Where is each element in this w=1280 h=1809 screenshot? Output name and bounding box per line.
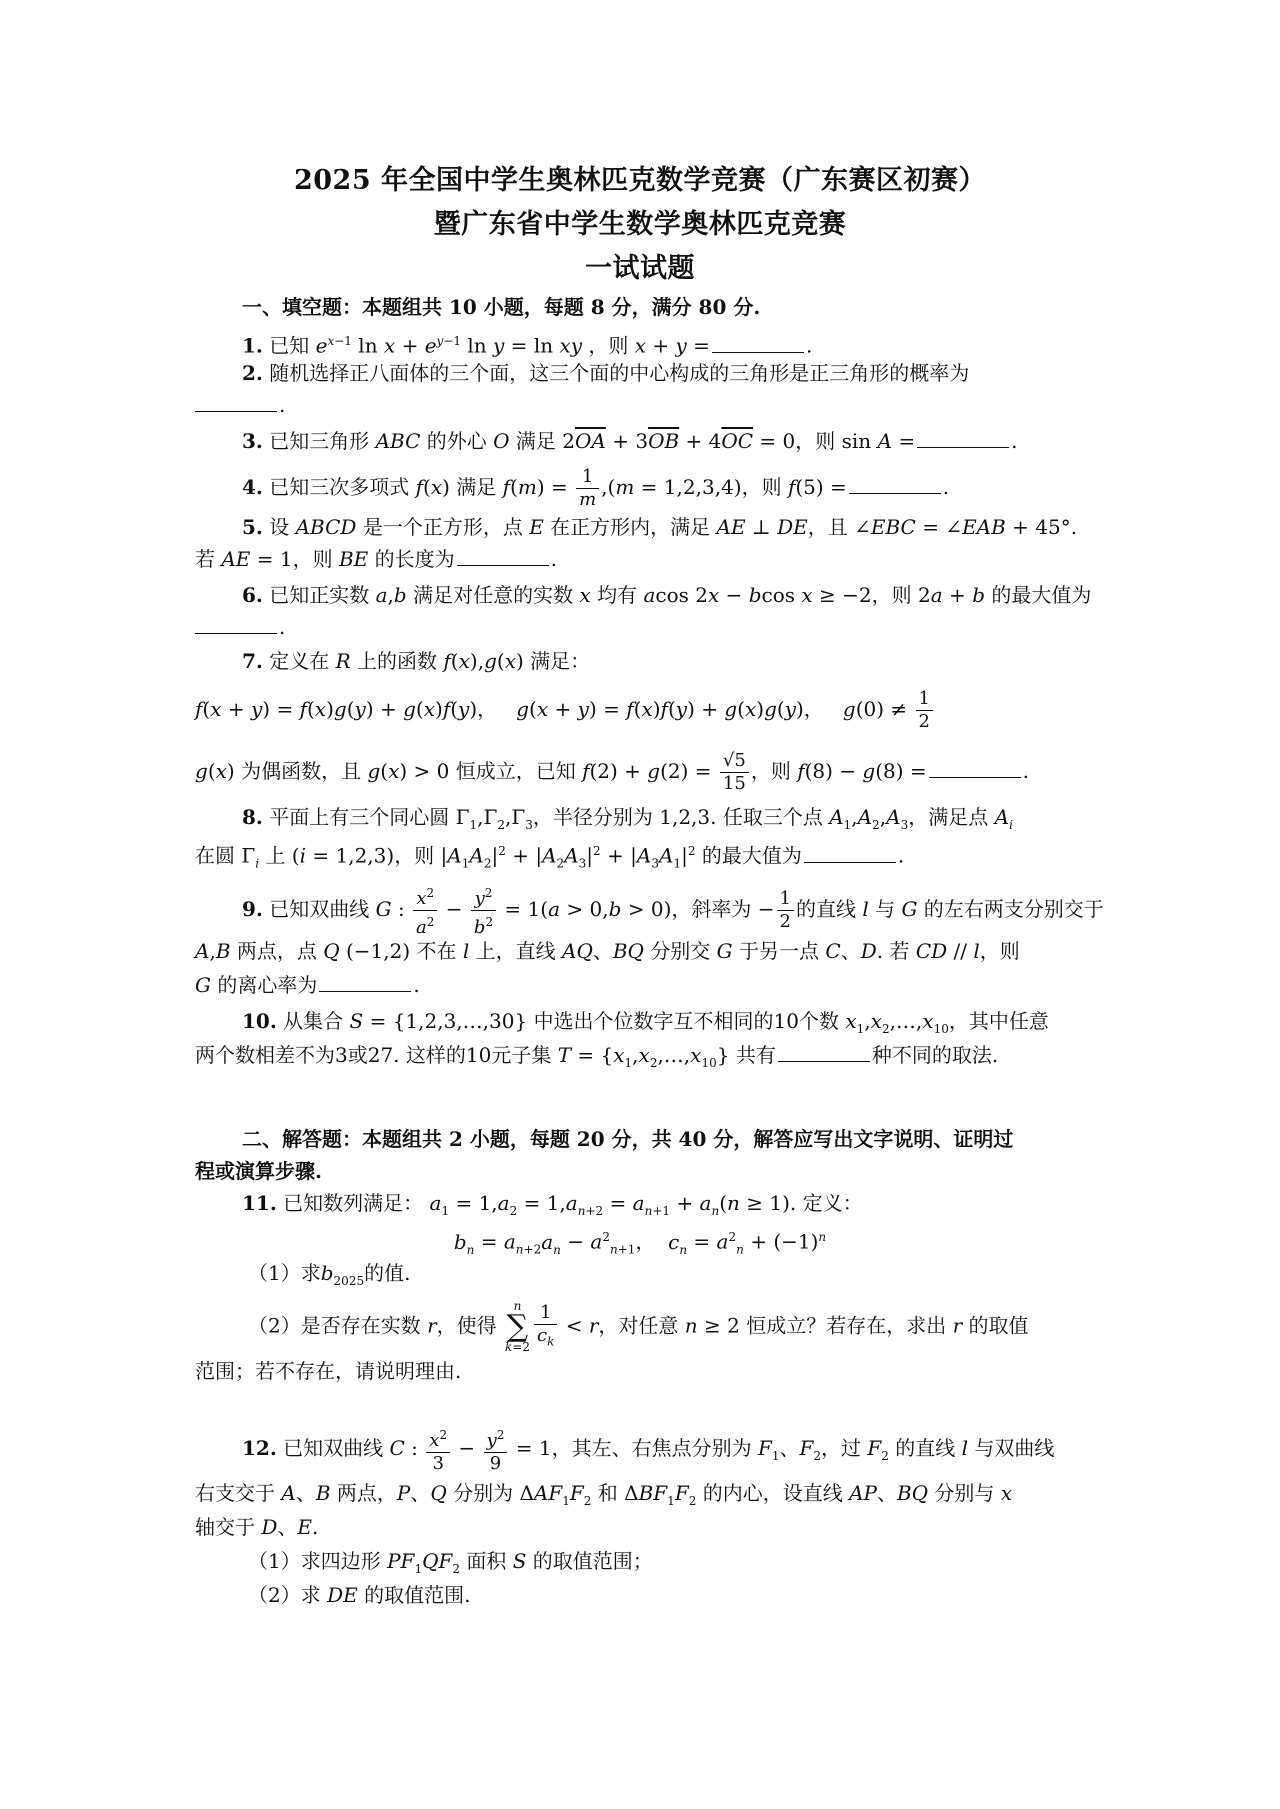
question-2-cont: . [195, 390, 285, 420]
question-11-part-2: （2）是否存在实数 r，使得 n ∑ k=2 $\frac{1}{c_k}$ < r，对任意 n ≥ 2 恒成立？若存在，求出 r 的取值 [248, 1299, 1029, 1354]
question-1: 1. 已知 $e^{x-1}$ $\ln x + e^{y-1}$ ln y = ln xy ，则 x + y = . [242, 333, 813, 358]
question-11-definitions: $b_n = a_{n+2}a_n - a^2_{n+1}$， $c_n = a^2_n + (-1)^n$ [453, 1229, 827, 1257]
title-line-2: 暨广东省中学生数学奥林匹克竞赛 [433, 209, 847, 240]
question-9-cont: A,B 两点，点 Q (−1,2) 不在 l 上，直线 AQ、BQ 分别交 G 于另一点 C、D. 若 CD // l，则 [195, 939, 1020, 963]
question-2: 2. 随机选择正八面体的三个面，这三个面的中心构成的三角形是正三角形的概率为 [242, 361, 970, 385]
question-12-cont: 右支交于 A、B 两点，P、Q 分别为 $\Delta AF_1F_2$ 和 $\Delta BF_1F_2$ 的内心，设直线 AP、BQ 分别与 x [195, 1481, 1013, 1508]
question-7-equations: f(x + y) = f(x)g(y) + g(x)f(y)， g(x + y) = f(x)f(y) + g(x)g(y)， g(0) ≠ $\frac{1}{2}$ [195, 688, 935, 733]
question-12-cont-2: 轴交于 D、E. [195, 1515, 319, 1539]
question-11-part-2-cont: 范围；若不存在，请说明理由. [195, 1359, 462, 1383]
section-1-heading: 一、填空题：本题组共 10 小题，每题 8 分，满分 80 分. [242, 295, 761, 319]
question-12-part-1: （1）求四边形 $PF_1QF_2$ 面积 S 的取值范围； [248, 1549, 653, 1576]
title-line-1: 2025 年全国中学生奥林匹克数学竞赛（广东赛区初赛） [293, 165, 987, 196]
question-11-part-1: （1）求$b_{2025}$的值. [248, 1261, 411, 1288]
section-2-heading-cont: 程或演算步骤. [195, 1159, 322, 1183]
question-12-part-2: （2）求 DE 的取值范围. [248, 1583, 471, 1607]
question-6-cont: . [195, 612, 285, 642]
question-5-cont: 若 AE = 1，则 BE 的长度为 . [195, 547, 557, 571]
section-2-heading: 二、解答题：本题组共 2 小题，每题 20 分，共 40 分，解答应写出文字说明、证明过 [242, 1127, 1014, 1151]
question-8: 8. 平面上有三个同心圆 $\Gamma_1,\Gamma_2,\Gamma_3$，半径分别为 1,2,3. 任取三个点 $A_1,A_2,A_3$，满足点 $A_i$ [242, 805, 1013, 832]
question-5: 5. 设 ABCD 是一个正方形，点 E 在正方形内，满足 AE ⊥ DE，且 ∠EBC = ∠EAB + 45°. [242, 515, 1078, 539]
question-11: 11. 已知数列满足： $a_1 = 1,a_2 = 1,a_{n+2} = a_{n+1} + a_n(n \ge 1)$. 定义： [242, 1191, 863, 1218]
question-9-cont-2: G 的离心率为 . [195, 973, 420, 997]
question-6: 6. 已知正实数 a,b 满足对任意的实数 x 均有 acos 2x − bcos x ≥ −2，则 2a + b 的最大值为 [242, 583, 1092, 607]
question-10-cont: 两个数相差不为3或27. 这样的10元子集 $T = \{x_1,x_2,\dots,x_{10}\}$ 共有 种不同的取法. [195, 1043, 999, 1070]
title-line-3: 一试试题 [585, 253, 695, 284]
question-7-cont: g(x) 为偶函数，且 g(x) > 0 恒成立，已知 f(2) + g(2) = $\frac{√5}{15}$ ，则 f(8) − g(8) = . [195, 750, 1030, 794]
question-10: 10. 从集合 S = {1,2,3,…,30} 中选出个位数字互不相同的10个数 $x_1,x_2,\dots,x_{10}$，其中任意 [242, 1009, 1049, 1036]
question-8-cont: 在圆 $\Gamma_i$ 上 (i = 1,2,3)，则 $|A_1A_2|^2 + |A_2A_3|^2 + |A_3A_1|^2$ 的最大值为 . [195, 843, 905, 871]
question-12: 12. 已知双曲线 C : $\frac{x^2}{3}$ − $\frac{y^2}{9}$ = 1，其左、右焦点分别为 $F_1$、$F_2$，过 $F_2$ 的直线 l 与双曲线 [242, 1424, 1054, 1475]
question-3: 3. 已知三角形 ABC 的外心 O 满足 $2\overline{OA} + 3\overline{OB} + 4\overline{OC} = 0$，则 sin A = . [242, 429, 1018, 453]
question-4: 4. 已知三次多项式 f(x) 满足 f(m) = $\frac{1}{m}$ ,(m = 1,2,3,4)，则 f(5) = . [242, 466, 950, 510]
question-7: 7. 定义在 R 上的函数 f(x),g(x) 满足： [242, 649, 591, 673]
question-9: 9. 已知双曲线 G : $\frac{x^2}{a^2}$ − $\frac{y^2}{b^2}$ = 1(a > 0,b > 0)，斜率为 − $\frac{1}{2}$ 的直线 l 与 G 的左右两支分别交于 [242, 882, 1104, 939]
